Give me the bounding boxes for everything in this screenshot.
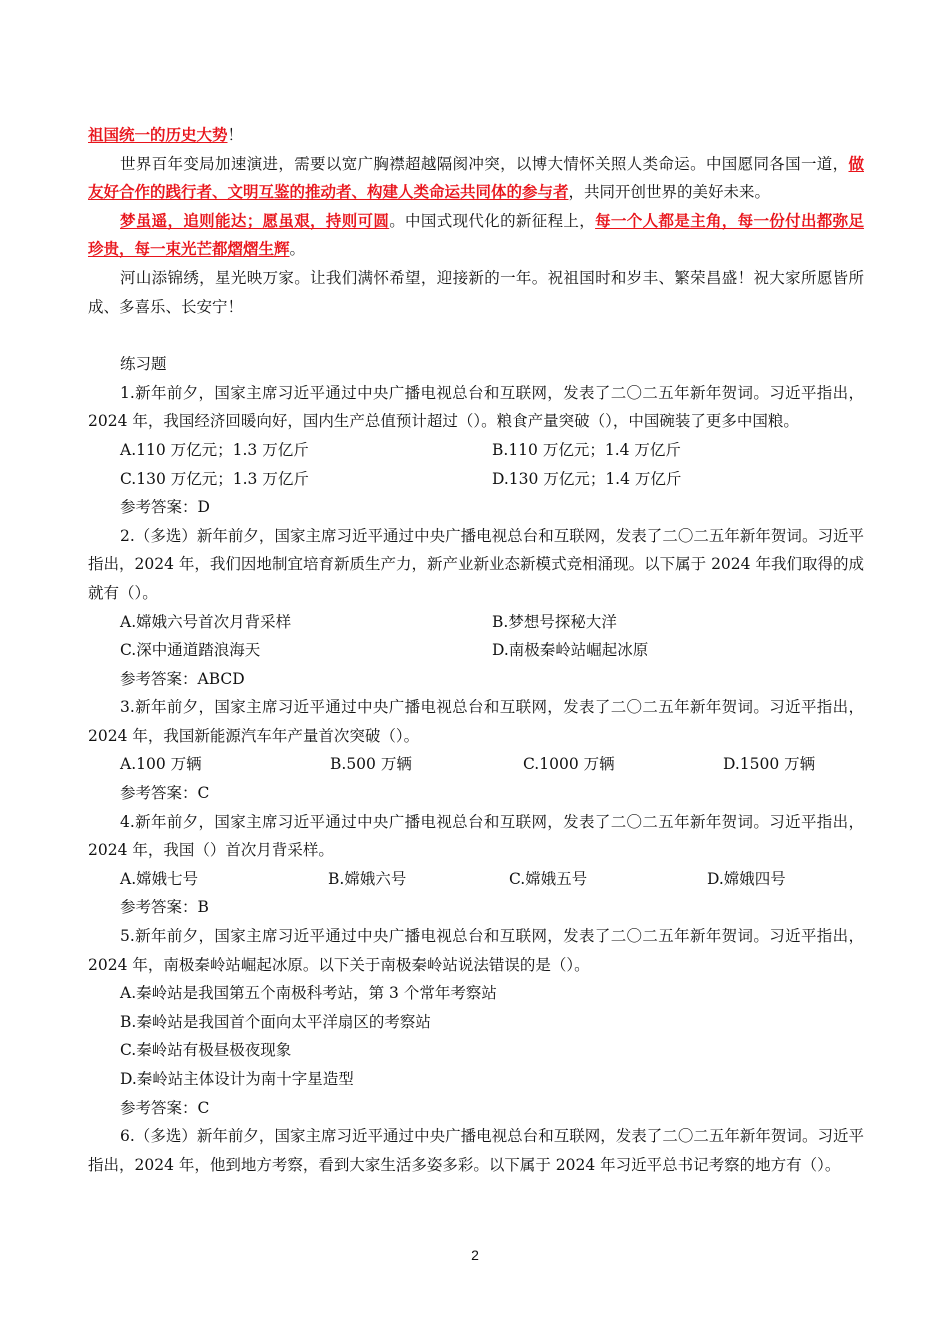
question-stem: 6.（多选）新年前夕，国家主席习近平通过中央广播电视总台和互联网，发表了二〇二五年新年贺词。习近平指出，2024 年，他到地方考察，看到大家生活多姿多彩。以下属于 2024 年习近平总书记考察的地方有（）。 [88,1127,864,1174]
answer: 参考答案：D [120,498,210,517]
option-d: D.1500 万辆 [723,755,816,774]
option-b: B.110 万亿元；1.4 万亿斤 [492,440,681,459]
option-d: D.130 万亿元；1.4 万亿斤 [492,469,682,488]
question-stem: 2.（多选）新年前夕，国家主席习近平通过中央广播电视总台和互联网，发表了二〇二五年新年贺词。习近平指出，2024 年，我们因地制宜培育新质生产力，新产业新业态新模式竞相涌现。以下属于 2024 年我们取得的成就有（）。 [88,526,864,602]
option-a: A.秦岭站是我国第五个南极科考站，第 3 个常年考察站 [120,984,497,1003]
option-a: A.嫦娥六号首次月背采样 [120,612,292,631]
option-b: B.梦想号探秘大洋 [492,612,617,631]
option-a: A.110 万亿元；1.3 万亿斤 [120,440,309,459]
text: ！ [227,126,244,144]
option-row [88,436,864,465]
text: 世界百年变局加速演进，需要以宽广胸襟超越隔阂冲突，以博大情怀关照人类命运。中国愿同各国一道， [120,154,849,173]
option-d: D.南极秦岭站崛起冰原 [492,641,649,660]
text: 。中国式现代化的新征程上， [389,211,596,230]
highlight-text: 梦虽遥，追则能达；愿虽艰，持则可圆 [120,210,390,230]
highlight-text: 祖国统一的历史大势 [88,125,228,144]
question-stem: 5.新年前夕，国家主席习近平通过中央广播电视总台和互联网，发表了二〇二五年新年贺词。习近平指出，2024 年，南极秦岭站崛起冰原。以下关于南极秦岭站说法错误的是（）。 [88,927,864,974]
answer: 参考答案：C [120,1098,210,1117]
text: 。 [289,240,306,259]
option-row [88,608,864,637]
option-row [88,636,864,665]
question-stem: 3.新年前夕，国家主席习近平通过中央广播电视总台和互联网，发表了二〇二五年新年贺词。习近平指出，2024 年，我国新能源汽车年产量首次突破（）。 [88,698,864,745]
option-row [88,865,864,894]
option-c: C.130 万亿元；1.3 万亿斤 [120,469,309,488]
option-a: A.100 万辆 [120,755,202,774]
option-row [88,750,864,779]
spacer [88,321,864,350]
question-stem: 4.新年前夕，国家主席习近平通过中央广播电视总台和互联网，发表了二〇二五年新年贺词。习近平指出，2024 年，我国（）首次月背采样。 [88,812,864,860]
page-content [88,121,864,1179]
option-c: C.嫦娥五号 [509,869,588,888]
answer: 参考答案：C [120,784,210,803]
exercise-title: 练习题 [120,355,167,374]
speech-paragraph-3 [88,207,864,264]
option-c: C.1000 万辆 [523,755,615,774]
option-a: A.嫦娥七号 [120,869,199,888]
answer: 参考答案：B [120,898,209,917]
text: ，共同开创世界的美好未来。 [568,183,771,202]
option-d: D.嫦娥四号 [707,869,786,888]
page-number: 2 [471,1247,479,1263]
speech-paragraph-2 [88,150,864,207]
option-b: B.嫦娥六号 [328,869,407,888]
highlight-text: 做友好合作的践行者、文明互鉴的推动者、构建人类命运共同体的参与者 [88,153,864,202]
speech-paragraph-1 [88,121,864,150]
option-c: C.秦岭站有极昼极夜现象 [120,1041,292,1060]
question-stem: 1.新年前夕，国家主席习近平通过中央广播电视总台和互联网，发表了二〇二五年新年贺词。习近平指出，2024 年，我国经济回暖向好，国内生产总值预计超过（）。粮食产量突破（），中国碗装了更多中国粮。 [88,383,864,431]
option-row [88,465,864,494]
option-d: D.秦岭站主体设计为南十字星造型 [120,1070,354,1088]
answer: 参考答案：ABCD [120,669,245,688]
speech-paragraph-4: 河山添锦绣，星光映万家。让我们满怀希望，迎接新的一年。祝祖国时和岁丰、繁荣昌盛！祝大家所愿皆所成、多喜乐、长安宁！ [88,268,864,316]
option-b: B.秦岭站是我国首个面向太平洋扇区的考察站 [120,1012,431,1031]
highlight-text: 每一个人都是主角，每一份付出都弥足珍贵，每一束光芒都熠熠生辉 [88,210,864,259]
option-c: C.深中通道踏浪海天 [120,641,261,660]
option-b: B.500 万辆 [330,755,412,774]
